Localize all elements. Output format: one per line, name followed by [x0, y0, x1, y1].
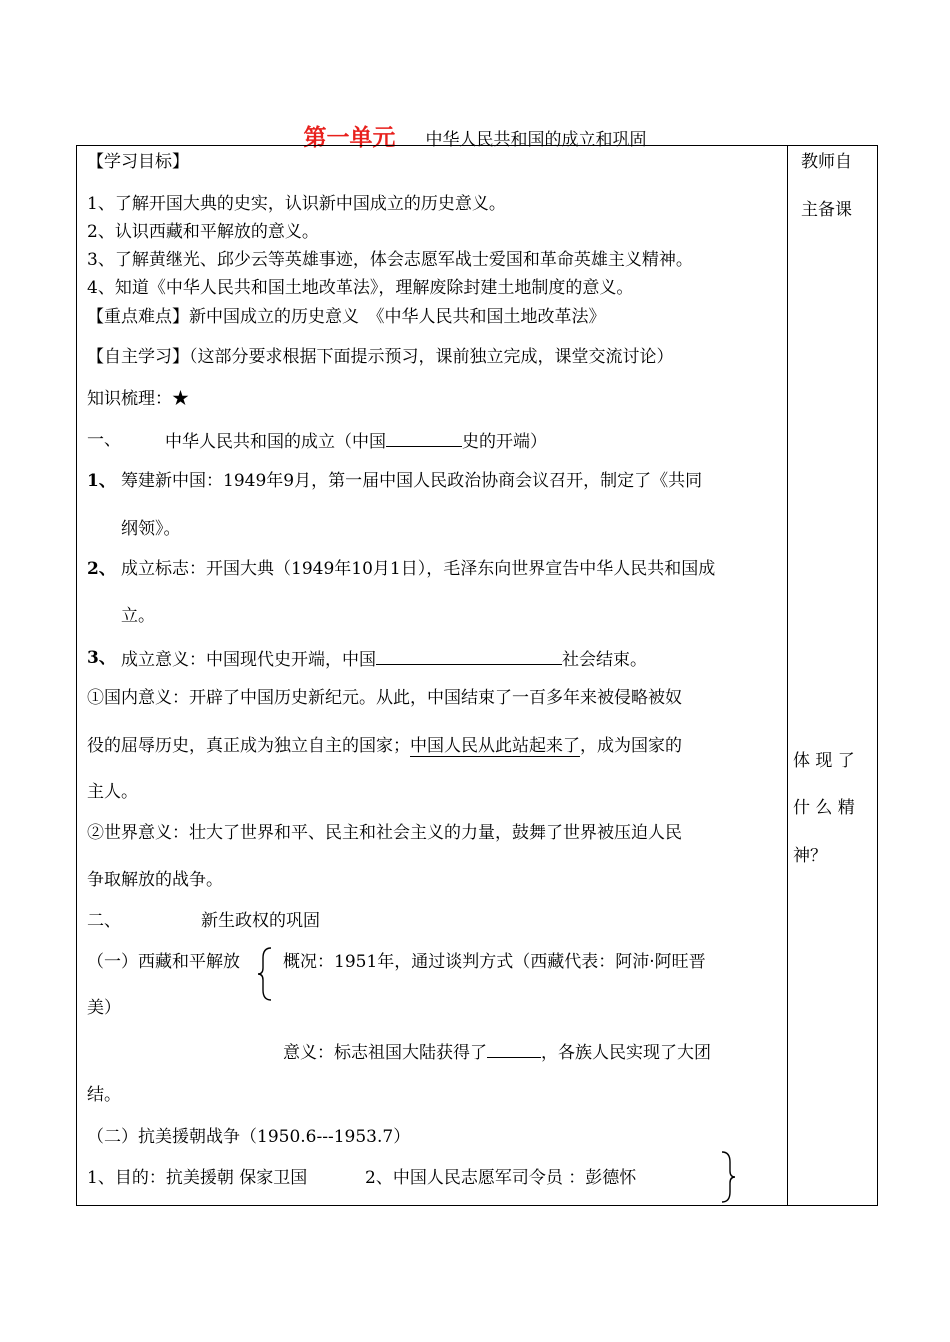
- domestic-significance-b: [87, 736, 682, 756]
- tibet-label: （一）西藏和平解放: [87, 952, 240, 972]
- knowledge-heading: 知识梳理：★: [87, 389, 189, 409]
- unit-subtitle: 中华人民共和国的成立和巩固: [425, 130, 647, 150]
- side-question-line-1: 体 现 了: [793, 751, 855, 771]
- domestic-b-post: ，成为国家的: [580, 736, 682, 756]
- goal-item-3: 3、了解黄继光、邱少云等英雄事迹，体会志愿军战士爱国和革命英雄主义精神。: [87, 250, 693, 270]
- brace-left-icon: [257, 946, 275, 1002]
- underlined-phrase: 中国人民从此站起来了: [410, 736, 580, 756]
- point-2-line-b: 立。: [121, 606, 155, 626]
- point-1-line-a: 筹建新中国：1949年9月，第一届中国人民政治协商会议召开，制定了《共同: [121, 471, 703, 491]
- tibet-significance-b: 结。: [87, 1085, 121, 1105]
- tibet-overview-b: 美）: [87, 998, 121, 1018]
- point-3-pre: 成立意义：中国现代史开端，中国: [121, 650, 376, 670]
- fill-blank-2[interactable]: [376, 648, 562, 665]
- goal-item-2: 2、认识西藏和平解放的意义。: [87, 222, 319, 242]
- point-3-number: 3、: [87, 648, 116, 668]
- tibet-significance: [283, 1041, 711, 1063]
- point-1-line-b: 纲领》。: [121, 519, 181, 539]
- section-1-title: [165, 430, 547, 452]
- korea-war-commander: 2、中国人民志愿军司令员 ：彭德怀: [365, 1168, 637, 1188]
- point-3-post: 社会结束。: [562, 650, 647, 670]
- side-question-line-2: 什 么 精: [793, 798, 855, 818]
- column-divider: [787, 146, 788, 1205]
- brace-right-icon: [719, 1150, 737, 1204]
- tibet-sig-post: ，各族人民实现了大团: [541, 1043, 711, 1063]
- tibet-sig-pre: 意义：标志祖国大陆获得了: [283, 1043, 487, 1063]
- unit-label: 第一单元: [303, 125, 396, 151]
- goal-item-1: 1、了解开国大典的史实，认识新中国成立的历史意义。: [87, 194, 506, 214]
- world-significance-b: 争取解放的战争。: [87, 870, 223, 890]
- korea-war-label: （二）抗美援朝战争（1950.6---1953.7）: [87, 1127, 411, 1147]
- tibet-overview: 概况：1951年，通过谈判方式（西藏代表：阿沛·阿旺晋: [283, 952, 706, 972]
- fill-blank-1[interactable]: [386, 430, 462, 447]
- domestic-significance-a: ①国内意义：开辟了中国历史新纪元。从此，中国结束了一百多年来被侵略被奴: [87, 688, 682, 708]
- point-1-number: 1、: [87, 471, 116, 491]
- korea-war-purpose: 1、目的：抗美援朝 保家卫国: [87, 1168, 308, 1188]
- goals-heading: 【学习目标】: [87, 152, 189, 172]
- domestic-significance-c: 主人。: [87, 782, 138, 802]
- fill-blank-3[interactable]: [487, 1041, 541, 1058]
- section-1-title-pre: 中华人民共和国的成立（中国: [165, 432, 386, 452]
- section-1-title-post: 史的开端）: [462, 432, 547, 452]
- goal-item-4: 4、知道《中华人民共和国土地改革法》，理解废除封建土地制度的意义。: [87, 278, 634, 298]
- section-2-title: 新生政权的巩固: [201, 911, 320, 931]
- side-header-line-1: 教师自: [801, 152, 852, 172]
- side-header-line-2: 主备课: [801, 200, 852, 220]
- point-2-line-a: 成立标志：开国大典（1949年10月1日），毛泽东向世界宣告中华人民共和国成: [121, 559, 716, 579]
- point-3-line: [121, 648, 647, 670]
- domestic-b-pre: 役的屈辱历史，真正成为独立自主的国家；: [87, 736, 410, 756]
- lesson-table: [76, 145, 878, 1206]
- side-question-line-3: 神？: [793, 846, 827, 866]
- key-points: 【重点难点】新中国成立的历史意义 《中华人民共和国土地改革法》: [87, 307, 606, 327]
- world-significance-a: ②世界意义：壮大了世界和平、民主和社会主义的力量，鼓舞了世界被压迫人民: [87, 823, 682, 843]
- section-1-number: 一、: [87, 430, 121, 450]
- section-2-number: 二、: [87, 911, 121, 931]
- point-2-number: 2、: [87, 559, 116, 579]
- self-study: 【自主学习】（这部分要求根据下面提示预习，课前独立完成，课堂交流讨论）: [87, 347, 674, 367]
